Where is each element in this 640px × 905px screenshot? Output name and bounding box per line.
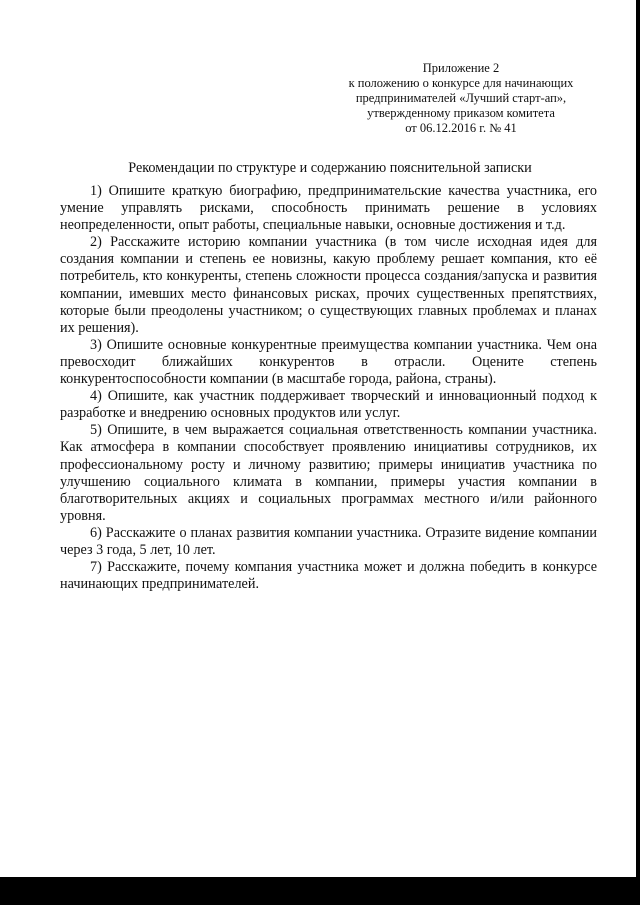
paragraph-4: 4) Опишите, как участник поддерживает творческий и инновационный подход к разработке и внедрению основных продуктов или услуг. bbox=[60, 388, 597, 422]
annex-date: от 06.12.2016 г. № 41 bbox=[405, 121, 517, 135]
annex-header bbox=[330, 61, 592, 136]
annex-line-4: утвержденному приказом комитета bbox=[367, 106, 555, 120]
paragraph-2: 2) Расскажите историю компании участника (в том числе исходная идея для создания компании и степень ее новизны, какую проблему решает компания, кто её потребитель, кто конкуренты, степень сложности процесса создания/запуска и развития компании, имевших место финансовых рисках, прочих существенных препятствиях, которые были преодолены участником; о существующих главных проблемах и планах их решения). bbox=[60, 234, 597, 336]
annex-number: Приложение 2 bbox=[422, 61, 500, 75]
paragraph-7: 7) Расскажите, почему компания участника может и должна победить в конкурсе начинающих предпринимателей. bbox=[60, 559, 597, 593]
document-body bbox=[60, 183, 597, 593]
scan-border-right bbox=[636, 0, 640, 905]
annex-line-2: к положению о конкурсе для начинающих bbox=[348, 76, 574, 90]
paragraph-6: 6) Расскажите о планах развития компании участника. Отразите видение компании через 3 года, 5 лет, 10 лет. bbox=[60, 524, 597, 558]
scan-border-bottom bbox=[0, 877, 640, 905]
paragraph-5: 5) Опишите, в чем выражается социальная ответственность компании участника. Как атмосфера в компании способствует проявлению инициативы сотрудников, их профессиональному росту и личному развитию; примеры инициатив участника по улучшению социального климата в компании, примеры участия компании в благотворительных акциях и социальных программах местного и/или районного уровня. bbox=[60, 422, 597, 524]
document-title: Рекомендации по структуре и содержанию пояснительной записки bbox=[128, 160, 532, 176]
annex-line-3: предпринимателей «Лучший старт-ап», bbox=[355, 91, 567, 105]
paragraph-3: 3) Опишите основные конкурентные преимущества компании участника. Чем она превосходит ближайших конкурентов в отрасли. Оцените степень конкурентоспособности компании (в масштабе города, района, страны). bbox=[60, 336, 597, 388]
paragraph-1: 1) Опишите краткую биографию, предпринимательские качества участника, его умение управлять рисками, способность принимать решение в условиях неопределенности, опыт работы, специальные навыки, основные достижения и т.д. bbox=[60, 183, 597, 234]
